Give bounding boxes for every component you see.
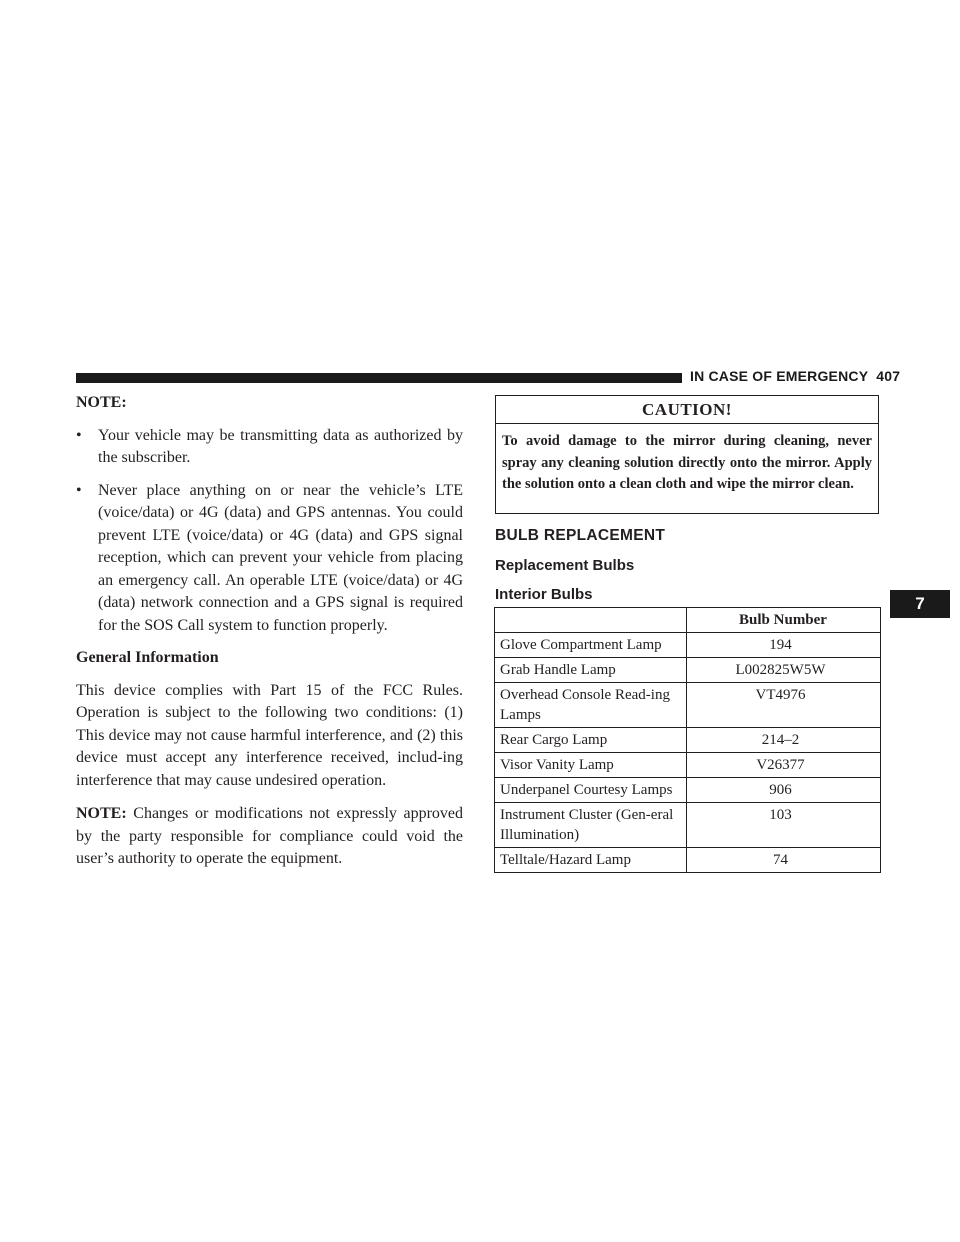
lamp-name-cell: Underpanel Courtesy Lamps xyxy=(495,778,687,803)
note-heading: NOTE: xyxy=(76,394,127,411)
lamp-name-cell: Rear Cargo Lamp xyxy=(495,728,687,753)
header-rule xyxy=(76,373,682,383)
lamp-name-cell: Instrument Cluster (Gen-eral Illumination) xyxy=(495,803,687,848)
table-row xyxy=(495,683,881,728)
note-paragraph xyxy=(76,803,463,871)
bullet-text: Never place anything on or near the vehicle’s LTE (voice/data) or 4G (data) and GPS antennas. You could prevent LTE (voice/data) or 4G (data) and GPS signal reception, which can prevent your vehicle from placing an emergency call. An operable LTE (voice/data) or 4G (data) network connection and a GPS signal is required for the SOS Call system to function properly. xyxy=(98,481,463,634)
bullet-text: Your vehicle may be transmitting data as authorized by the subscriber. xyxy=(98,426,463,466)
table-row xyxy=(495,803,881,848)
page-number: 407 xyxy=(876,368,901,384)
bullet-item xyxy=(76,425,463,470)
bulb-number-cell: 214–2 xyxy=(687,728,881,753)
table-row xyxy=(495,633,881,658)
lamp-name-cell: Telltale/Hazard Lamp xyxy=(495,848,687,873)
note-text: Changes or modifications not expressly approved by the party responsible for compliance could void the user’s authority to operate the equipment. xyxy=(76,805,464,867)
table-row xyxy=(495,753,881,778)
header-cell-bulb-number: Bulb Number xyxy=(687,608,881,633)
header-cell-name xyxy=(495,608,687,633)
replacement-bulbs-subheading: Replacement Bulbs xyxy=(495,557,635,574)
table-row xyxy=(495,848,881,873)
caution-box xyxy=(495,395,879,514)
left-column xyxy=(76,392,463,882)
running-header xyxy=(690,368,901,384)
bullet-dot-icon: • xyxy=(76,481,82,499)
bulb-number-cell: L002825W5W xyxy=(687,658,881,683)
bullet-item xyxy=(76,480,463,638)
general-information-heading: General Information xyxy=(76,649,219,666)
table-row xyxy=(495,728,881,753)
lamp-name-cell: Overhead Console Read-ing Lamps xyxy=(495,683,687,728)
header-section-title: IN CASE OF EMERGENCY xyxy=(690,368,869,384)
note-label: NOTE: xyxy=(76,805,127,822)
table-header-row xyxy=(495,608,881,633)
table-row xyxy=(495,778,881,803)
caution-text: To avoid damage to the mirror during cleaning, never spray any cleaning solution directly onto the mirror. Apply the solution onto a clean cloth and wipe the mirror clean. xyxy=(502,433,872,492)
interior-bulbs-heading: Interior Bulbs xyxy=(495,586,593,603)
lamp-name-cell: Grab Handle Lamp xyxy=(495,658,687,683)
bulb-replacement-heading: BULB REPLACEMENT xyxy=(495,527,666,544)
bulb-number-cell: 906 xyxy=(687,778,881,803)
bulb-number-cell: 194 xyxy=(687,633,881,658)
bulb-number-cell: VT4976 xyxy=(687,683,881,728)
bulb-number-cell: V26377 xyxy=(687,753,881,778)
lamp-name-cell: Visor Vanity Lamp xyxy=(495,753,687,778)
bullet-dot-icon: • xyxy=(76,426,82,444)
table-row xyxy=(495,658,881,683)
lamp-name-cell: Glove Compartment Lamp xyxy=(495,633,687,658)
bulb-number-cell: 74 xyxy=(687,848,881,873)
fcc-paragraph: This device complies with Part 15 of the FCC Rules. Operation is subject to the following two conditions: (1) This device may not cause harmful interference, and (2) this device must accept any interference received, includ-ing interference that may cause undesired operation. xyxy=(76,681,463,789)
interior-bulbs-table xyxy=(494,607,881,873)
bulb-number-cell: 103 xyxy=(687,803,881,848)
chapter-tab: 7 xyxy=(890,590,950,618)
caution-title: CAUTION! xyxy=(496,396,878,424)
